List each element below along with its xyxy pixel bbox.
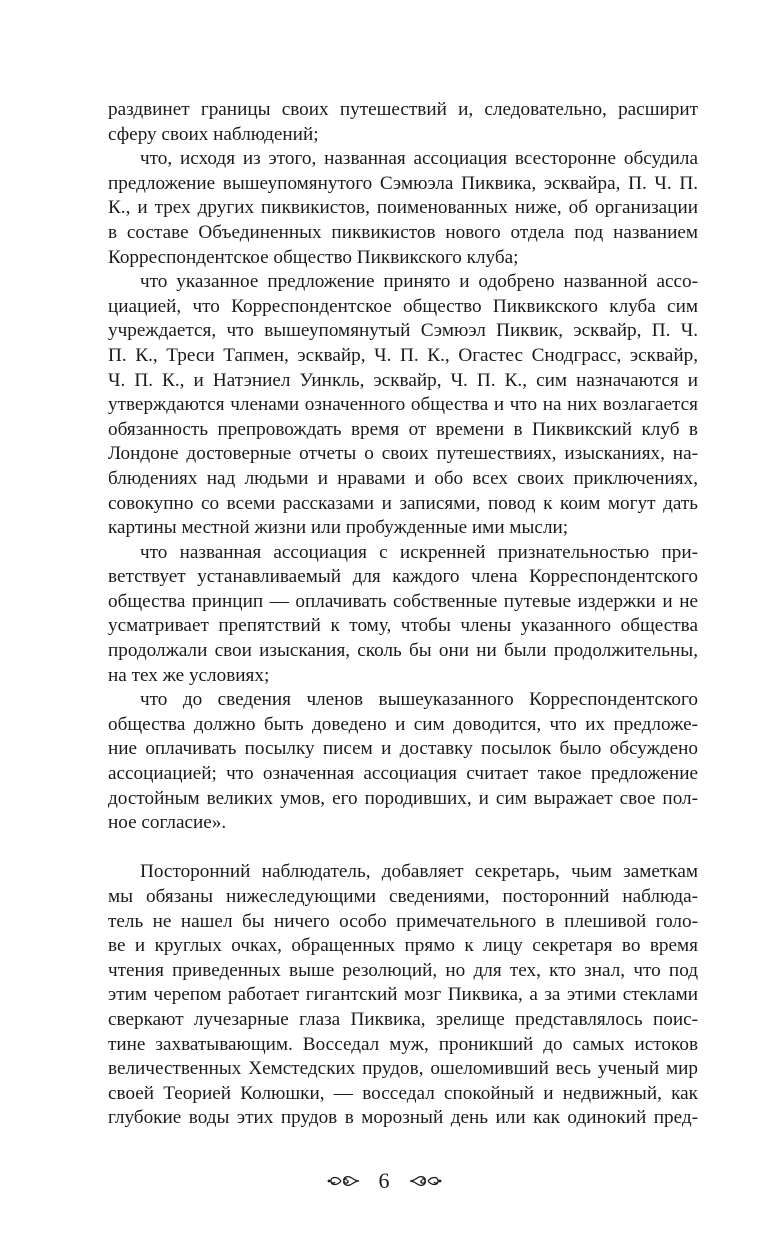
text-line: циацией, что Корреспондентское общество Пиквикского клуба сим [108,295,698,317]
text-line: Посторонний наблюдатель, добавляет секретарь, чьим заметкам [140,861,698,883]
text-line: картины местной жизни или пробужденные ими мысли; [108,517,569,539]
page-number: 6 [378,1168,390,1193]
text-line: общества принцип — оплачивать собственные путевые издержки и не [108,590,698,612]
text-line: ве и круглых очках, обращенных прямо к лицу секретаря во время [108,935,698,957]
text-line: ветствует устанавливаемый для каждого члена Корреспондентского [108,566,698,588]
text-line: блюдениях над людьми и нравами и обо всех своих приключениях, [108,467,698,489]
text-line: К., и трех других пиквикистов, поименованных ниже, об организации [108,197,698,219]
text-line: учреждается, что вышеупомянутый Сэмюэл Пиквик, эсквайр, П. Ч. [108,320,698,342]
page-body [108,98,698,1131]
text-line: тель не нашел бы ничего особо примечательного в плешивой голо- [108,910,698,932]
text-line: Лондоне достоверные отчеты о своих путешествиях, изысканиях, на- [108,443,698,465]
paragraph [108,688,698,836]
paragraph [108,541,698,689]
text-line: усматривает препятствий к тому, чтобы члены указанного общества [108,615,698,637]
page-footer [0,1168,768,1194]
text-line: ное согласие». [108,812,227,834]
text-line: что, исходя из этого, названная ассоциация всесторонне обсудила [140,148,698,170]
text-line: чтения приведенных выше резолюций, но для тех, кто знал, что под [108,959,698,981]
text-line: обязанность препровождать время от времени в Пиквикский клуб в [108,418,698,440]
text-line: продолжали свои изыскания, сколь бы они ни были продолжительны, [108,640,698,662]
text-line: ние оплачивать посылку писем и доставку посылок было обсуждено [108,738,698,760]
left-flourish-icon [327,1172,361,1190]
paragraph [108,270,698,541]
text-line: утверждаются членами означенного общества и что на них возлагается [108,394,698,416]
text-line: что названная ассоциация с искренней признательностью при- [140,541,698,563]
text-line: П. К., Треси Тапмен, эсквайр, Ч. П. К., Огастес Снодграсс, эсквайр, [108,344,698,366]
text-line: своей Теорией Колюшки, — восседал спокойный и недвижный, как [108,1082,698,1104]
text-line: этим черепом работает гигантский мозг Пиквика, а за этими стеклами [108,984,698,1006]
right-flourish-icon [408,1172,442,1190]
text-line: Ч. П. К., и Натэниел Уинкль, эсквайр, Ч. П. К., сим назначаются и [108,369,698,391]
text-line: раздвинет границы своих путешествий и, следовательно, расширит [108,99,698,120]
text-line: величественных Хемстедских прудов, ошеломивший весь ученый мир [108,1058,698,1080]
text-line: на тех же условиях; [108,664,270,686]
paragraph [108,147,698,270]
text-line: мы обязаны нижеследующими сведениями, посторонний наблюда- [108,886,698,907]
paragraph [108,98,698,147]
text-line: глубокие воды этих прудов в морозный день или как одинокий пред- [108,1107,698,1129]
text-line: что указанное предложение принято и одобрено названной ассо- [140,271,698,293]
text-line: общества должно быть доведено и сим доводится, что их предложе- [108,713,698,735]
text-line: совокупно со всеми рассказами и записями, повод к коим могут дать [108,492,698,514]
text-line: достойным великих умов, его породивших, и сим выражает свое пол- [108,787,698,809]
paragraph-gap [108,836,698,861]
text-line: сферу своих наблюдений; [108,123,319,145]
text-line: предложение вышеупомянутого Сэмюэла Пиквика, эсквайра, П. Ч. П. [108,172,698,194]
text-line: тине захватывающим. Восседал муж, проникший до самых истоков [108,1033,698,1055]
text-line: Корреспондентское общество Пиквикского клуба; [108,246,519,268]
paragraph [108,860,698,1131]
text-line: ассоциацией; что означенная ассоциация считает такое предложение [108,763,698,785]
text-line: в составе Объединенных пиквикистов нового отдела под названием [108,221,698,243]
text-line: сверкают лучезарные глаза Пиквика, зрелище представлялось поис- [108,1008,698,1030]
text-line: что до сведения членов вышеуказанного Корреспондентского [140,689,698,711]
